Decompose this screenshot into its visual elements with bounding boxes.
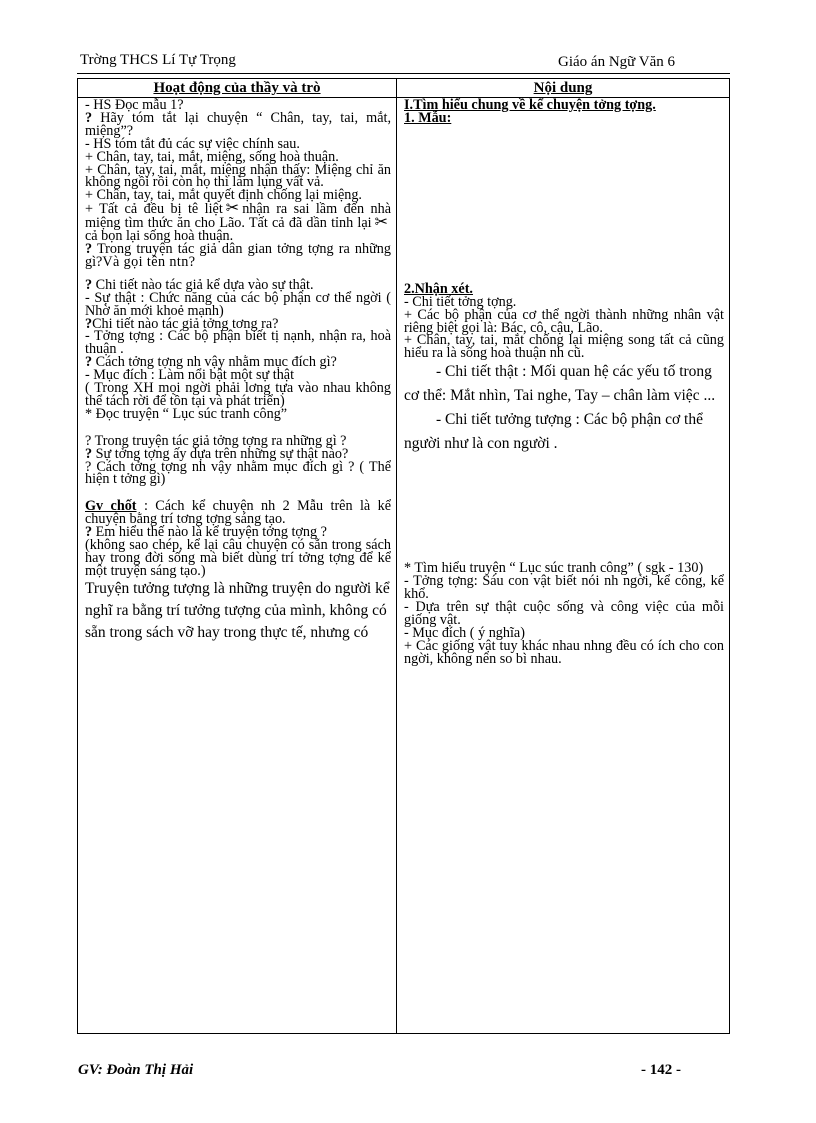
activity-text: cả bọn lại sống hoà thuận. xyxy=(85,228,234,245)
activity-line: + Chân, tay, tai, mắt quyết định chống lại miệng. xyxy=(85,187,362,204)
definition-text: Truyện tưởng tượng là những truyện do người kể nghĩ ra bằng trí tưởng tượng của mình, không có sẵn trong sách vỡ hay trong thực tế, nhưng có xyxy=(85,579,390,641)
conclusion-line xyxy=(85,500,391,526)
section-heading: I.Tìm hiểu chung về kể chuyện tởng tợng. xyxy=(404,97,656,113)
activity-line: (không sao chép, kể lại câu chuyện có sẵn trong sách hay trong đời sống mà biết dùng trí tởng tợng để kể một truyện sáng tạo.) xyxy=(85,537,391,579)
subsection-heading: 2.Nhận xét. xyxy=(404,280,473,297)
conclusion-text: : Cách kể chuyện nh 2 Mẫu trên là kể chuyện bằng trí tơng tợng sáng tạo. xyxy=(85,498,391,528)
content-line: - Tởng tợng: Sáu con vật biết nói nh ngời, kể công, kể khổ. xyxy=(404,573,724,603)
conclusion-lead: Gv chốt xyxy=(85,498,137,515)
header-rule xyxy=(77,73,730,74)
question-mark: ? xyxy=(85,276,93,293)
question-mark: ? xyxy=(85,524,93,541)
school-name: Trờng THCS Lí Tự Trọng xyxy=(80,52,236,68)
content-line: - Dựa trên sự thật cuộc sống và công việc của mỗi giống vật. xyxy=(404,598,724,628)
teacher-name: GV: Đoàn Thị Hải xyxy=(78,1062,194,1078)
activity-line: + Chân, tay, tai, mắt, miệng nhận thấy: Miệng chỉ ăn không ngồi rồi còn họ thì làm lụng vất vả. xyxy=(85,161,391,191)
question-text: Hãy tóm tắt lại chuyện “ Chân, tay, tai, mắt, miệng”? xyxy=(85,109,391,139)
question-mark: ? xyxy=(85,109,93,126)
activity-line xyxy=(85,198,391,245)
question-text: Trong truyện tác giả dân gian tởng tợng ra những gì? xyxy=(85,240,391,270)
question-text: Sự tởng tợng ấy dựa trên những sự thật nào? xyxy=(92,445,349,462)
activity-line: - Mục đích : Làm nổi bật một sự thật xyxy=(85,367,295,384)
activities-column xyxy=(85,99,391,644)
question-text: Chi tiết nào tác giả kể dựa vào sự thật. xyxy=(92,276,314,293)
column-divider xyxy=(396,79,397,1033)
content-line: - Chi tiết tởng tợng. xyxy=(404,293,517,310)
content-line: + Chân, tay, tai, mắt chống lại miệng song tất cả cũng hiểu ra là sống hoà thuận nh cũ. xyxy=(404,332,724,362)
content-line: * Tìm hiểu truyện “ Lục súc tranh công” ( sgk - 130) xyxy=(404,560,704,577)
activity-line: + Chân, tay, tai, mắt, miệng, sống hoà thuận. xyxy=(85,148,339,165)
scissors-icon: ✂ xyxy=(225,198,240,218)
activity-line: - HS tóm tắt đủ các sự việc chính sau. xyxy=(85,135,300,152)
content-line: + Các giống vật tuy khác nhau nhng đều có ích cho con ngời, không nên so bì nhau. xyxy=(404,637,724,667)
question-line: ? Trong truyện tác giả tởng tợng ra những gì ? xyxy=(85,432,347,449)
lesson-plan-title: Giáo án Ngữ Văn 6 xyxy=(558,54,675,70)
activity-line: ( Trong XH mọi ngời phải lơng tựa vào nhau không thể tách rời để tồn tại và phát triển) xyxy=(85,380,391,409)
content-line: - Chi tiết thật : Mối quan hệ các yếu tố trong cơ thể: Mắt nhìn, Tai nghe, Tay – chân làm việc ... xyxy=(404,363,716,405)
content-line: - Mục đích ( ý nghĩa) xyxy=(404,624,525,641)
scissors-icon: ✂ xyxy=(374,212,388,232)
question-text: Chi tiết nào tác giả tởng tơng ra? xyxy=(92,315,279,332)
content-column xyxy=(404,99,724,666)
question-mark: ? xyxy=(85,315,93,332)
content-line: - Chi tiết tưởng tượng : Các bộ phận cơ thể người như là con người . xyxy=(404,411,703,453)
question-mark: ? xyxy=(85,445,93,462)
activity-line: - HS Đọc mẫu 1? xyxy=(85,97,184,113)
question-mark: ? xyxy=(85,240,93,257)
question-text: Cách tởng tợng nh vậy nhằm mục đích gì? xyxy=(92,354,337,371)
content-line: + Các bộ phận của cơ thể ngời thành những nhân vật riêng biệt gọi là: Bác, cô, cậu, Lão. xyxy=(404,306,724,336)
question-text: Và gọi tên ntn? xyxy=(102,253,196,270)
question-line xyxy=(85,109,391,139)
subsection-heading: 1. Mẫu: xyxy=(404,109,452,126)
question-mark: ? xyxy=(85,354,93,371)
question-line: ? Cách tởng tợng nh vậy nhằm mục đích gì ? ( Thể hiện t tởng gì) xyxy=(85,458,391,488)
column-header-activities: Hoạt động của thầy và trò xyxy=(153,80,321,96)
activity-text: + Tất cả đều bị tê liệt xyxy=(85,201,223,218)
activity-text: nhận ra sai lầm đến nhà miệng tìm thức ăn cho Lão. Tất cả đã dần tỉnh lại xyxy=(85,201,391,232)
page-number: - 142 - xyxy=(641,1062,681,1078)
question-line xyxy=(85,240,391,270)
column-header-content: Nội dung xyxy=(533,80,593,96)
question-text: Em hiểu thế nào là kể truyện tởng tợng ? xyxy=(92,524,327,541)
activity-line: - Tởng tợng : Các bộ phận biết tị nạnh, nhận ra, hoà thuận . xyxy=(85,328,391,358)
activity-line: * Đọc truyện “ Lục súc tranh công” xyxy=(85,405,288,422)
activity-line: - Sự thật : Chức năng của các bộ phận cơ thể ngời ( Nhờ ăn mới khoẻ mạnh) xyxy=(85,289,391,319)
